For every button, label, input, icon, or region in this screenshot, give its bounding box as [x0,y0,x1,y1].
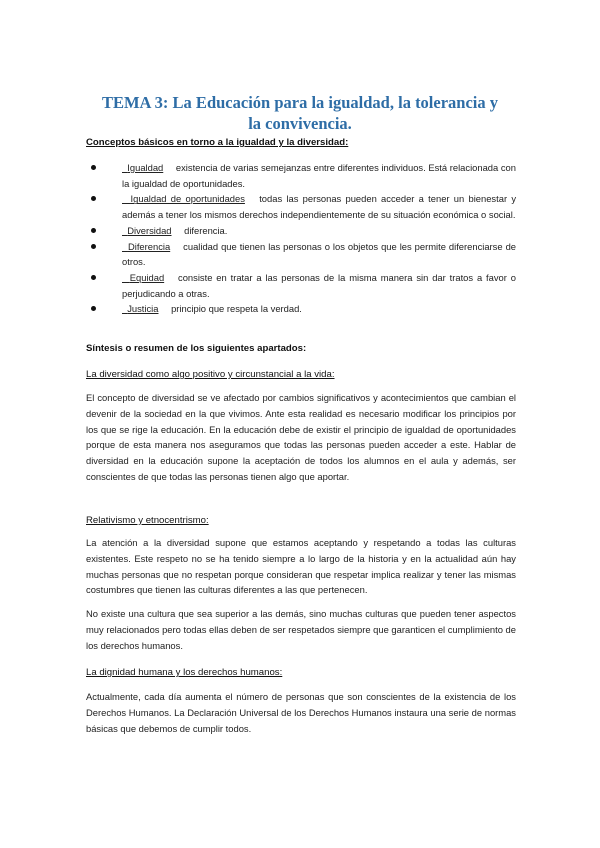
concepts-heading: Conceptos básicos en torno a la igualdad y la diversidad: [86,137,349,148]
list-item [86,270,516,301]
section-text-relativism-2: No existe una cultura que sea superior a las demás, sino muchas culturas que pueden tener aspectos muy relacionados pero todas ellas deben de ser respetados siempre que garanticen el cumplimiento de los derechos humanos. [86,608,516,651]
bullet-icon [91,244,96,249]
concept-term: Diversidad [127,224,172,236]
page-title: TEMA 3: La Educación para la igualdad, la tolerancia y la convivencia. [101,93,499,133]
bullet-icon [91,275,96,280]
section-text-diversity: El concepto de diversidad se ve afectado por cambios significativos y acontecimientos que cambian el devenir de la sociedad en la que vivimos. Ante esta realidad es necesario modificar los principios por los que se rige la educación. En la educación debe de existir el principio de igualdad de oportunidades porque de esta manera nos aseguramos que todas las personas pueden acceder a este. Hablar de diversidad en la educación supone la aceptación de todos los alumnos en el aula y además, ser conscientes de que todas las personas tienen algo que aportar. [86,392,516,482]
list-item [86,223,516,239]
concept-term: Diferencia [127,240,171,252]
concept-term: Equidad [129,271,165,283]
concepts-list [86,160,516,317]
concept-definition: diferencia. [184,224,228,236]
bullet-icon [91,165,96,170]
summary-heading: Síntesis o resumen de los siguientes apartados: [86,343,307,354]
list-item [86,239,516,270]
concept-term: Igualdad de oportunidades [130,193,245,205]
concept-term: Justicia [127,303,159,315]
concept-definition: principio que respeta la verdad. [171,303,302,315]
section-heading-relativism: Relativismo y etnocentrismo: [86,515,209,526]
list-item [86,160,516,191]
concept-definition: cualidad que tienen las personas o los objetos que les permite diferenciarse de otros. [122,240,516,268]
list-item [86,191,516,222]
bullet-icon [91,228,96,233]
bullet-icon [91,306,96,311]
concept-term: Igualdad [127,162,164,173]
section-text-relativism-1: La atención a la diversidad supone que estamos aceptando y respetando a todas las culturas existentes. Este respeto no se ha tenido siempre a lo largo de la historia y en la actualidad aún hay muchas personas que no respetan porque consideran que respetar implica realizar y tener las mismas costumbres que tienen las culturas diferentes a las que pertenecen. [86,537,516,596]
list-item [86,301,516,317]
section-text-dignity: Actualmente, cada día aumenta el número de personas que son conscientes de la existencia de los Derechos Humanos. La Declaración Universal de los Derechos Humanos instaura una serie de normas básicas que debemos de cumplir todos. [86,691,516,734]
concept-definition: existencia de varias semejanzas entre diferentes individuos. Está relacionada con la igualdad de oportunidades. [122,162,516,189]
section-heading-diversity: La diversidad como algo positivo y circunstancial a la vida: [86,369,335,380]
concept-definition: todas las personas pueden acceder a tener un bienestar y además a tener los mismos derechos independientemente de su situación económica o social. [122,193,517,221]
concept-definition: consiste en tratar a las personas de la misma manera sin dar tratos a favor o perjudicando a otras. [122,271,516,299]
section-heading-dignity: La dignidad humana y los derechos humanos: [86,667,283,678]
bullet-icon [91,196,96,201]
